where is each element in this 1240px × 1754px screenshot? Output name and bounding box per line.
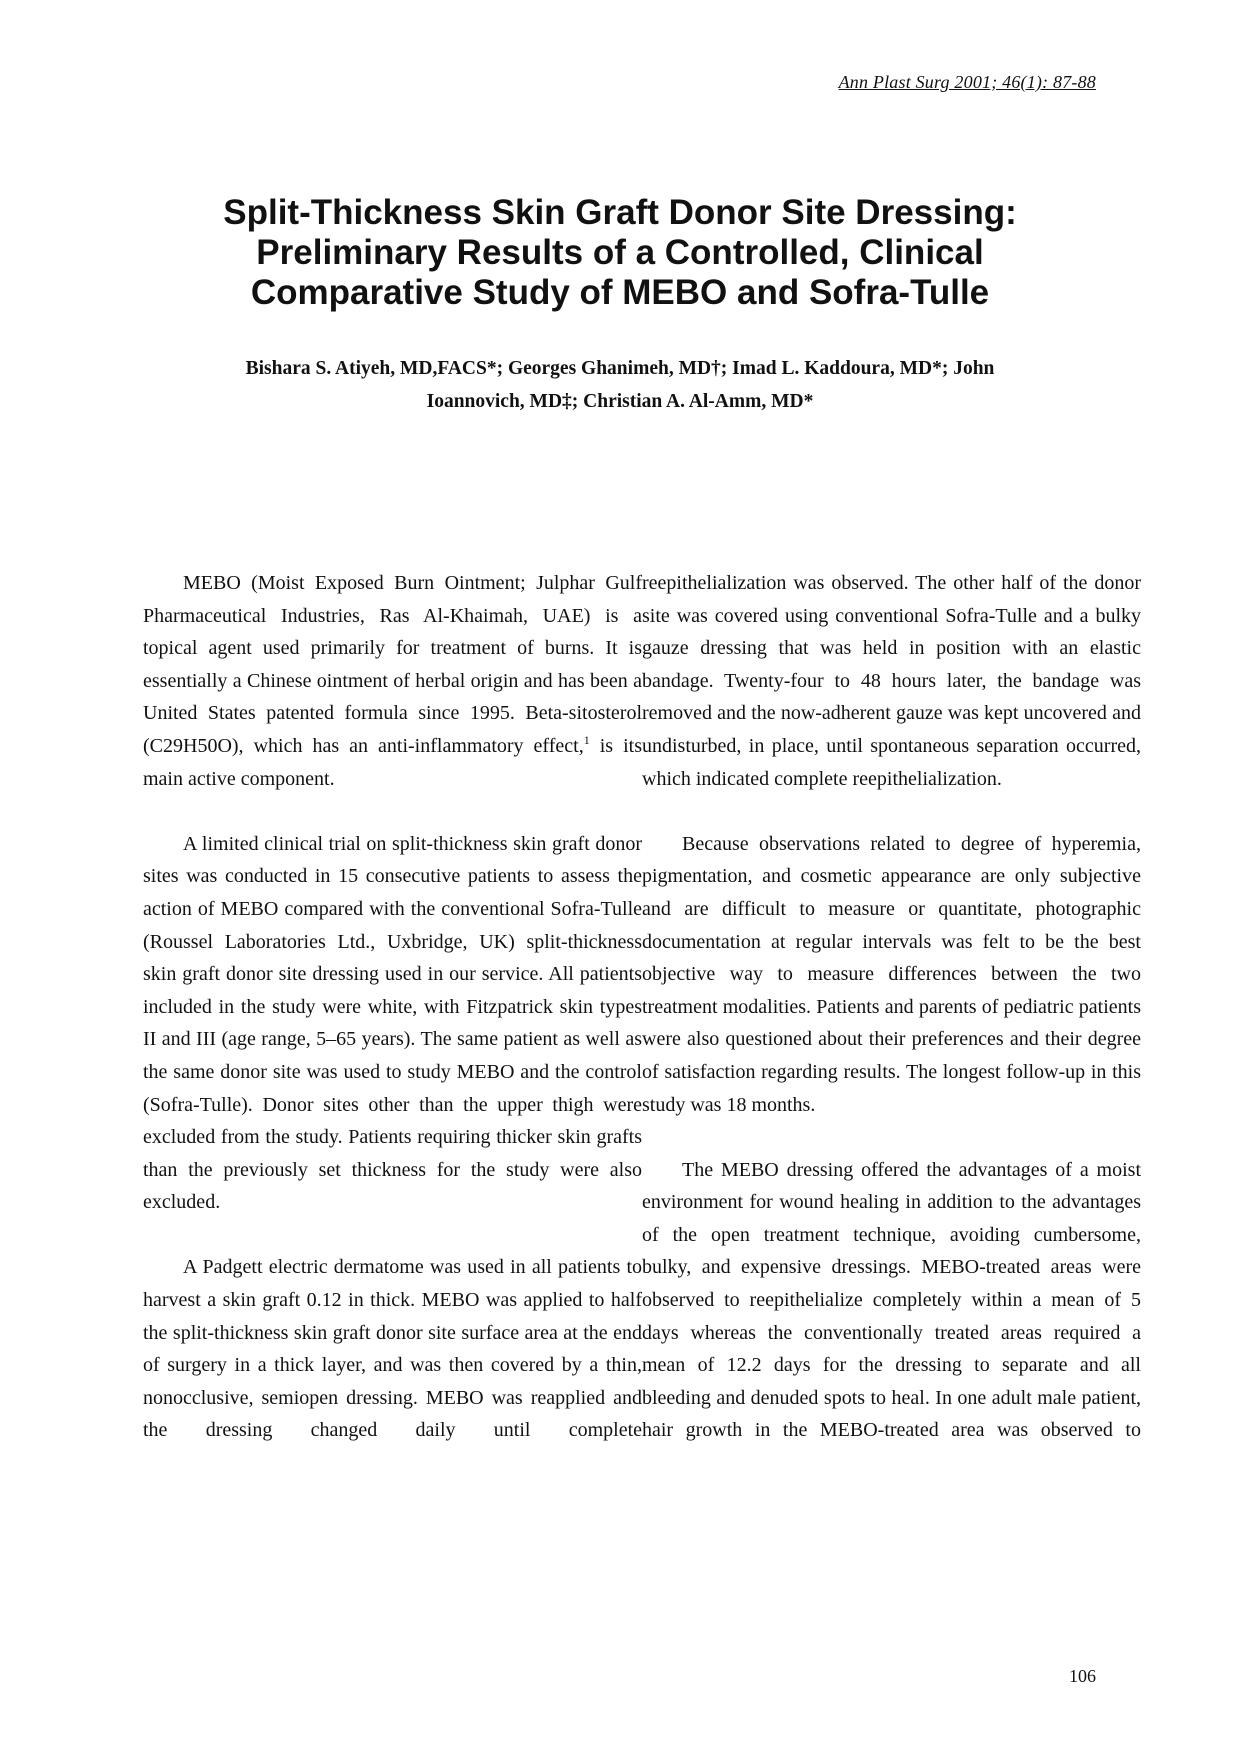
journal-citation: Ann Plast Surg 2001; 46(1): 87-88 [838, 72, 1096, 92]
title-line: Split-Thickness Skin Graft Donor Site Dressing: [223, 193, 1017, 232]
paragraph-text: MEBO (Moist Exposed Burn Ointment; Julphar Gulf Pharmaceutical Industries, Ras Al-Khaimah, UAE) is a topical agent used primarily for treatment of burns. It is essentially a Chinese ointment of herbal origin and has been a United States patented formula since 1995. Beta-sitosterol (C29H50O), which has an anti-inflammatory effect, [143, 572, 642, 757]
right-column [642, 567, 1141, 1447]
author-list [160, 352, 1080, 418]
left-column [143, 567, 642, 1447]
title-line: Comparative Study of MEBO and Sofra-Tulle [250, 273, 990, 312]
reference-superscript: 1 [583, 732, 590, 747]
paragraph-mebo-intro [143, 567, 642, 795]
page-number: 106 [1069, 1666, 1096, 1686]
paragraph-text: is its main active component. [143, 734, 642, 790]
paragraph-observations: Because observations related to degree of hyperemia, pigmentation, and cosmetic appearance are only subjective and are difficult to measure or quantitate, photographic documentation at regular intervals was felt to be the best objective way to measure differences between the two treatment modalities. Patients and parents of pediatric patients were also questioned about their preferences and their degree of satisfaction regarding results. The longest follow-up in this study was 18 months. [642, 832, 1141, 1116]
article-title [140, 193, 1100, 313]
title-line: Preliminary Results of a Controlled, Clinical [256, 233, 984, 272]
paragraph-advantages: The MEBO dressing offered the advantages of a moist environment for wound healing in addition to the advantages of the open treatment technique, avoiding cumbersome, bulky, and expensive dressings. MEBO-treated areas were observed to reepithelialize completely within a mean of 5 days whereas the conventionally treated areas required a mean of 12.2 days for the dressing to separate and all bleeding and denuded spots to heal. In one adult male patient, hair growth in the MEBO-treated area was observed to [642, 1158, 1141, 1442]
paragraph-reepithelialization: reepithelialization was observed. The other half of the donor site was covered using conventional Sofra-Tulle and a bulky gauze dressing that was held in position with an elastic bandage. Twenty-four to 48 hours later, the bandage was removed and the now-adherent gauze was kept uncovered and undisturbed, in place, until spontaneous separation occurred, which indicated complete reepithelialization. [642, 572, 1141, 790]
paragraph-dermatome: A Padgett electric dermatome was used in all patients to harvest a skin graft 0.12 in thick. MEBO was applied to half the split-thickness skin graft donor site surface area at the end of surgery in a thick layer, and was then covered by a thin, nonocclusive, semiopen dressing. MEBO was reapplied and the dressing changed daily until complete [143, 1256, 642, 1442]
author-line: Ioannovich, MD‡; Christian A. Al-Amm, MD* [426, 391, 814, 412]
author-line: Bishara S. Atiyeh, MD,FACS*; Georges Ghanimeh, MD†; Imad L. Kaddoura, MD*; John [245, 358, 995, 379]
paragraph-clinical-trial: A limited clinical trial on split-thickness skin graft donor sites was conducted in 15 consecutive patients to assess the action of MEBO compared with the conventional Sofra-Tulle (Roussel Laboratories Ltd., Uxbridge, UK) split-thickness skin graft donor site dressing used in our service. All patients included in the study were white, with Fitzpatrick skin types II and III (age range, 5–65 years). The same patient as well as the same donor site was used to study MEBO and the control (Sofra-Tulle). Donor sites other than the upper thigh were excluded from the study. Patients requiring thicker skin grafts than the previously set thickness for the study were also excluded. [143, 832, 642, 1214]
